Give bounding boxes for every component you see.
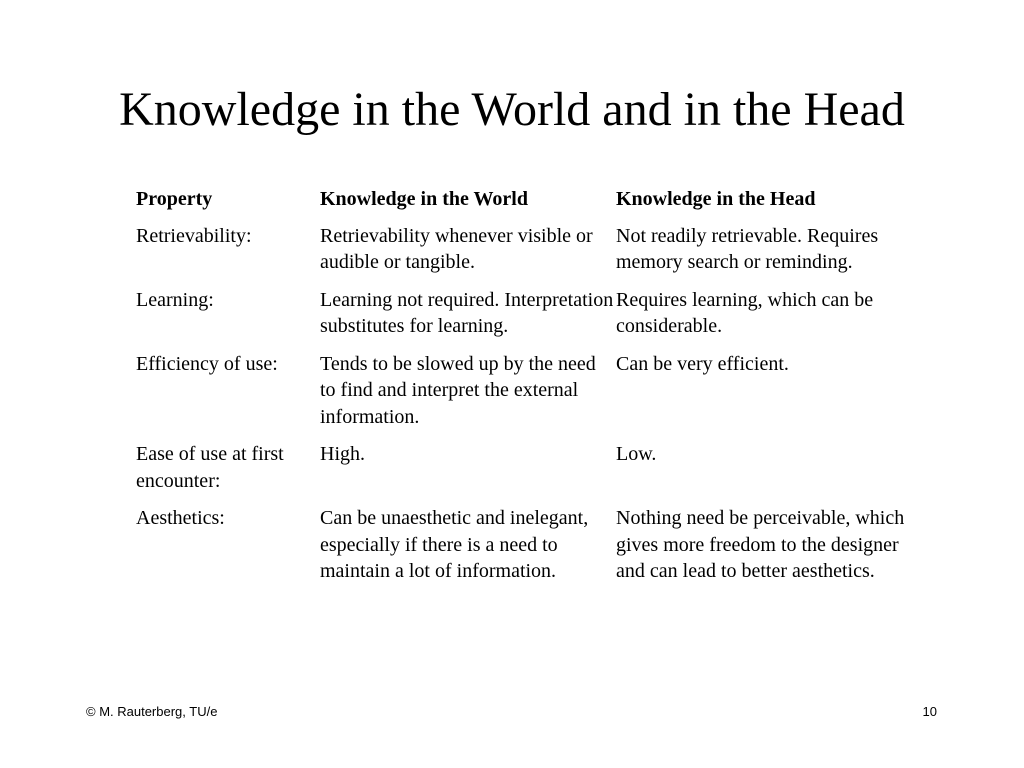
knowledge-comparison-table	[134, 183, 906, 585]
cell-head: Can be very efficient.	[616, 352, 789, 375]
cell-world: Tends to be slowed up by the need to find and interpret the external information.	[320, 352, 596, 428]
cell-property: Efficiency of use:	[136, 352, 278, 375]
cell-world: Can be unaesthetic and inelegant, especially if there is a need to maintain a lot of information.	[320, 507, 589, 582]
slide-title: Knowledge in the World and in the Head	[119, 83, 905, 136]
cell-property: Retrievability:	[136, 224, 252, 247]
footer-copyright: © M. Rauterberg, TU/e	[86, 704, 218, 719]
cell-property: Ease of use at first encounter:	[136, 443, 284, 492]
header-knowledge-in-head: Knowledge in the Head	[616, 188, 816, 210]
cell-head: Nothing need be perceivable, which gives more freedom to the designer and can lead to better aesthetics.	[616, 507, 905, 582]
table-row-learning	[134, 287, 906, 351]
table-header-row	[134, 183, 906, 223]
table-row-ease-of-use	[134, 441, 906, 505]
cell-head: Requires learning, which can be considerable.	[616, 288, 874, 337]
cell-world: Learning not required. Interpretation substitutes for learning.	[320, 288, 614, 337]
header-knowledge-in-world: Knowledge in the World	[320, 188, 528, 210]
cell-head: Not readily retrievable. Requires memory search or reminding.	[616, 224, 879, 273]
cell-head: Low.	[616, 443, 657, 465]
cell-property: Learning:	[136, 288, 214, 311]
cell-world: High.	[320, 443, 365, 465]
table-row-aesthetics	[134, 505, 906, 585]
cell-world: Retrievability whenever visible or audible or tangible.	[320, 224, 593, 273]
table-row-efficiency	[134, 351, 906, 442]
cell-property: Aesthetics:	[136, 507, 225, 529]
header-property: Property	[136, 188, 213, 210]
footer-page-number: 10	[922, 704, 937, 719]
table-row-retrievability	[134, 223, 906, 287]
